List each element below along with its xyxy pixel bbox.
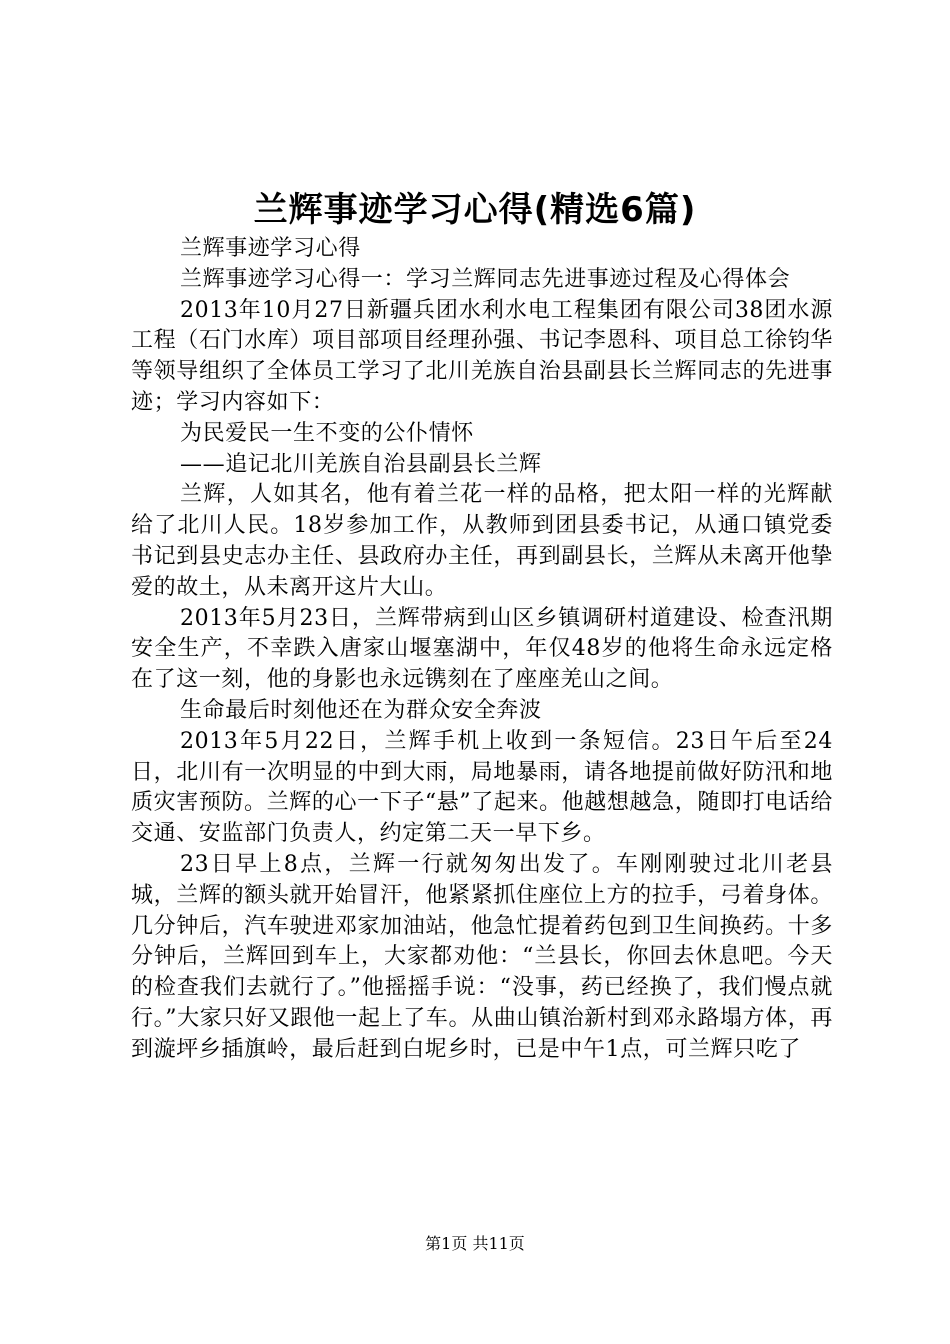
document-title: 兰辉事迹学习心得(精选6篇) — [253, 190, 697, 230]
paragraph: 兰辉事迹学习心得 — [180, 236, 361, 261]
paragraph: 2013年5月22日，兰辉手机上收到一条短信。23日午后至24日，北川有一次明显的中到大雨，局地暴雨，请各地提前做好防汛和地质灾害预防。兰辉的心一下子“悬”了起来。他越想越急，随即打电话给交通、安监部门负责人，约定第二天一早下乡。 — [131, 728, 833, 847]
paragraph: 2013年10月27日新疆兵团水利水电工程集团有限公司38团水源工程（石门水库）项目部项目经理孙强、书记李恩科、项目总工徐钧华等领导组织了全体员工学习了北川羌族自治县副县长兰辉同志的先进事迹；学习内容如下： — [131, 297, 833, 415]
paragraph: 为民爱民一生不变的公仆情怀 — [180, 420, 474, 446]
paragraph: 2013年5月23日，兰辉带病到山区乡镇调研村道建设、检查汛期安全生产，不幸跌入唐家山堰塞湖中，年仅48岁的他将生命永远定格在了这一刻，他的身影也永远镌刻在了座座羌山之间。 — [131, 605, 833, 693]
paragraph: 兰辉，人如其名，他有着兰花一样的品格，把太阳一样的光辉献给了北川人民。18岁参加工作，从教师到团县委书记，从通口镇党委书记到县史志办主任、县政府办主任，再到副县长，兰辉从未离开他挚爱的故土，从未离开这片大山。 — [131, 482, 833, 600]
paragraph: 23日早上8点，兰辉一行就匆匆出发了。车刚刚驶过北川老县城，兰辉的额头就开始冒汗，他紧紧抓住座位上方的拉手，弓着身体。几分钟后，汽车驶进邓家加油站，他急忙提着药包到卫生间换药。十多分钟后，兰辉回到车上，大家都劝他：“兰县长，你回去休息吧。今天的检查我们去就行了。”他摇摇手说：“没事，药已经换了，我们慢点就行。”大家只好又跟他一起上了车。从曲山镇治新村到邓永路塌方体，再到漩坪乡插旗岭，最后赶到白坭乡时，已是中午1点，可兰辉只吃了 — [131, 851, 833, 1062]
page-footer: 第1页 共11页 — [425, 1234, 525, 1253]
document-body — [131, 234, 833, 1066]
paragraph: ——追记北川羌族自治县副县长兰辉 — [180, 451, 542, 477]
paragraph: 兰辉事迹学习心得一：学习兰辉同志先进事迹过程及心得体会 — [180, 266, 791, 292]
paragraph: 生命最后时刻他还在为群众安全奔波 — [180, 697, 542, 723]
